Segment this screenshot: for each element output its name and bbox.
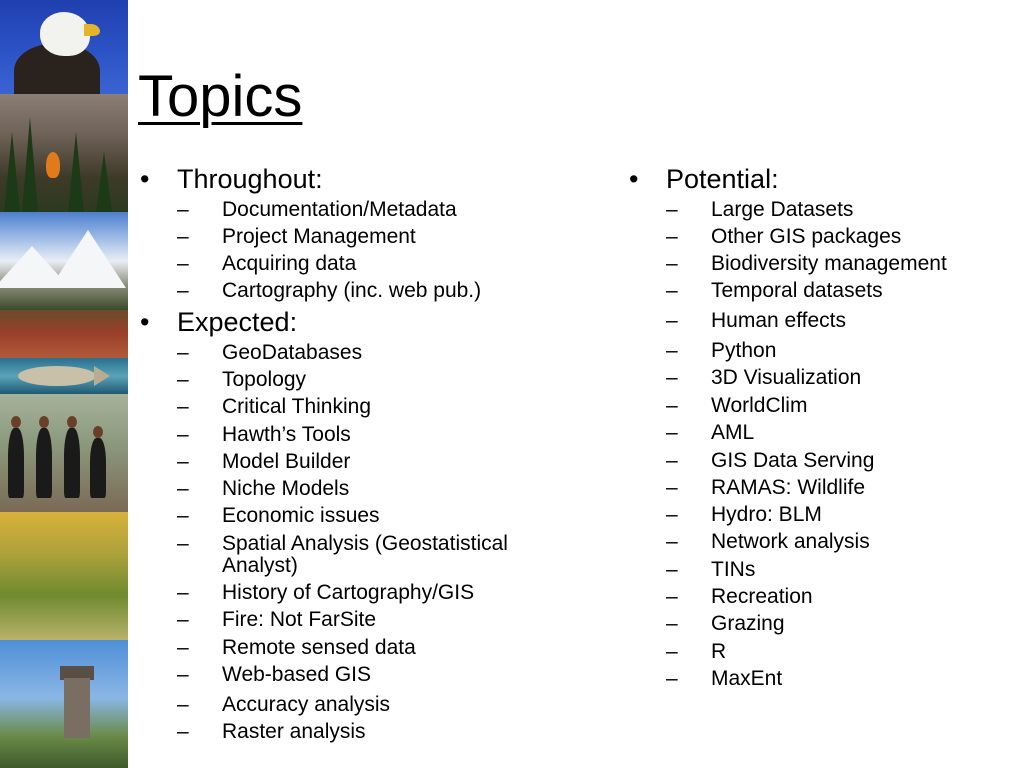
bullet-potential: • Potential: bbox=[666, 163, 779, 195]
list-item: – MaxEnt bbox=[711, 667, 782, 691]
bullet-throughout: • Throughout: bbox=[177, 163, 323, 195]
list-item: – Cartography (inc. web pub.) bbox=[222, 279, 481, 303]
list-item: – Web-based GIS bbox=[222, 663, 371, 687]
list-item: – Accuracy analysis bbox=[222, 693, 390, 717]
list-item: – Topology bbox=[222, 368, 306, 392]
list-item: – TINs bbox=[711, 558, 755, 582]
list-item-continuation: Analyst) bbox=[222, 554, 298, 577]
list-item: – R bbox=[711, 640, 726, 664]
list-item: – Project Management bbox=[222, 225, 416, 249]
list-item: – Model Builder bbox=[222, 450, 350, 474]
list-item: – Hawth’s Tools bbox=[222, 423, 351, 447]
list-item: – Human effects bbox=[711, 309, 846, 333]
list-item: – Niche Models bbox=[222, 477, 349, 501]
list-item: – Grazing bbox=[711, 612, 785, 636]
list-item: – Remote sensed data bbox=[222, 636, 416, 660]
list-item: – 3D Visualization bbox=[711, 366, 861, 390]
list-item: – History of Cartography/GIS bbox=[222, 581, 474, 605]
slide-title: Topics bbox=[138, 64, 303, 129]
list-item: – Python bbox=[711, 339, 776, 363]
list-item: – Documentation/Metadata bbox=[222, 198, 457, 222]
list-item: – Recreation bbox=[711, 585, 813, 609]
list-item: – Biodiversity management bbox=[711, 252, 947, 276]
list-item: – Network analysis bbox=[711, 530, 870, 554]
list-item: – Other GIS packages bbox=[711, 225, 901, 249]
list-item: – GIS Data Serving bbox=[711, 449, 874, 473]
bullet-expected: • Expected: bbox=[177, 306, 297, 338]
list-item: – Spatial Analysis (Geostatistical bbox=[222, 532, 508, 556]
list-item: – Fire: Not FarSite bbox=[222, 608, 376, 632]
list-item: – GeoDatabases bbox=[222, 341, 362, 365]
list-item: – Large Datasets bbox=[711, 198, 853, 222]
list-item: – Critical Thinking bbox=[222, 395, 371, 419]
list-item: – RAMAS: Wildlife bbox=[711, 476, 865, 500]
list-item: – Acquiring data bbox=[222, 252, 356, 276]
list-item: – Raster analysis bbox=[222, 720, 366, 744]
list-item: – WorldClim bbox=[711, 394, 807, 418]
list-item: – AML bbox=[711, 421, 754, 445]
list-item: – Temporal datasets bbox=[711, 279, 883, 303]
list-item: – Hydro: BLM bbox=[711, 503, 822, 527]
list-item: – Economic issues bbox=[222, 504, 380, 528]
